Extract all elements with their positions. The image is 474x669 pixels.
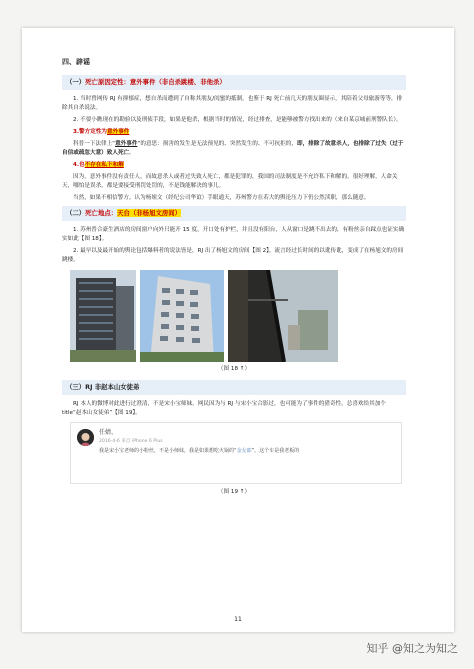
subsection-prefix: （二） — [66, 209, 86, 217]
item-number: 3. — [73, 129, 80, 135]
paragraph-police-trust: 当然，如果不相信警方，认为杨姐文（经纪公司华谊）手眼通天，苏州警方在若大的舆论压力下仍公然渎职，那么随意。 — [73, 195, 370, 201]
avatar — [77, 429, 94, 446]
figure-19-caption: （图 19 ↑） — [217, 489, 251, 495]
weibo-username: 任婧、 — [99, 429, 118, 436]
subsection-value: 意外事件（非自杀跳楼、非他杀） — [129, 78, 226, 86]
subsection-cause-of-death — [62, 75, 406, 90]
legal-definition-end: 。 — [129, 150, 135, 156]
hotel-window-photo — [228, 270, 338, 362]
paragraph-police-ruling — [62, 128, 406, 137]
document-page — [22, 28, 454, 632]
weibo-post-text — [99, 447, 399, 456]
subsection-not-apprentice — [62, 380, 406, 395]
page-number: 11 — [234, 616, 242, 623]
subsection-key: 死亡地点： — [85, 209, 118, 217]
paragraph-no-settlement-heading — [62, 161, 406, 170]
figure-18-photos — [62, 270, 406, 362]
weibo-post-screenshot — [70, 422, 402, 484]
weibo-text-part-1: 我是宋小宝老师的小粉丝，不是小师妹，我是如果想吃火锅的“ — [99, 448, 237, 454]
subsection-key: 死亡原因定性： — [85, 78, 130, 86]
document-content — [62, 58, 406, 503]
weibo-mention: 金女郎 — [236, 448, 252, 454]
paragraph-hotel-window: 1. 苏州普合豪生酒店的房间窗户向外只能开 15 度，开口处有护栏，并且没有阳台，人从窗口是跳不出去的，有粉丝亲自踩点也证实确实如此【图 18】。 — [62, 227, 405, 242]
hotel-building-photo-2 — [140, 270, 224, 362]
accident-event-term: 意外事件 — [115, 141, 138, 147]
no-settlement-prefix: 也 — [79, 162, 85, 168]
police-ruling-label: 警方定性为 — [79, 129, 108, 135]
paragraph-weibo-clarification: RJ 本人的微博对此进行过澄清，不是宋小宝师妹。网民因为与 RJ 与宋小宝合影过，也可能为了事件的猎奇性，总喜欢给其加个 title“赵本山女徒弟”【图 19】。 — [62, 401, 386, 416]
weibo-text-part-2: ”，这个车是我老板的 — [251, 448, 300, 454]
accident-event-highlight: 意外事件 — [107, 129, 130, 135]
subsection-prefix: （一） — [66, 78, 86, 86]
zhihu-watermark: 知乎 @知之为知之 — [366, 642, 458, 655]
paragraph-no-settlement-reason: 因为，意外事件没有责任人，而故意杀人或者过失致人死亡，都是犯罪的，我国的司法制度是不允许私下和解的。很好理解，人命关天，哪怕是误杀，都是要接受刑罚处罚的，不是钱能解决的事儿。 — [62, 174, 398, 189]
legal-definition-text: ”的意思：损害的发生是无法预见的、突然发生的、不可抗拒的， — [137, 141, 297, 147]
paragraph-suicide-rumor: 1. 当时曾网传 RJ 有抑郁症，想自杀而遭到了自称其朋友/闺蜜的抵制，也鉴于 RJ 死亡前几天的朋友圈显示，其陪着父母旅游等等，排除其自杀说法。 — [62, 96, 403, 111]
subsection-value: RJ 非赵本山女徒弟 — [85, 383, 140, 391]
subsection-prefix: （三） — [66, 383, 86, 391]
figure-18-caption: （图 18 ↑） — [217, 366, 251, 372]
paragraph-rumor-origin: 2. 最早以及最开始的舆论包括爆料者的说法皆是，RJ 出了杨旭文的房间【图 2】，流言经过长时间的以讹传讹，变成了在杨旭文的房间跳楼。 — [62, 248, 404, 263]
no-settlement-highlight: 不存在私下和解 — [84, 162, 124, 168]
paragraph-homicide-check: 2. 不要小瞧现在的勘验以及刑侦手段，如果是他杀，根据当时的情况，经过排查，是能够被警方找出来的（来自某京城前刑警队长）。 — [73, 117, 402, 123]
hotel-building-photo-1 — [70, 270, 136, 362]
subsection-value: 天台（非杨旭文房间） — [117, 209, 182, 217]
paragraph-legal-definition — [62, 140, 406, 158]
subsection-death-location — [62, 206, 406, 221]
section-title: 四、辟谣 — [62, 58, 90, 66]
weibo-post-meta: 2016-4-6 来自 iPhone 6 Plus — [99, 439, 163, 444]
legal-definition-lead: 科普一下法律上“ — [73, 141, 116, 147]
item-number: 4. — [73, 162, 80, 168]
legal-definition-conclusion: 即，排除了故意杀人，也排除了过失（过于自信或疏忽大意）致人死亡 — [62, 141, 404, 156]
